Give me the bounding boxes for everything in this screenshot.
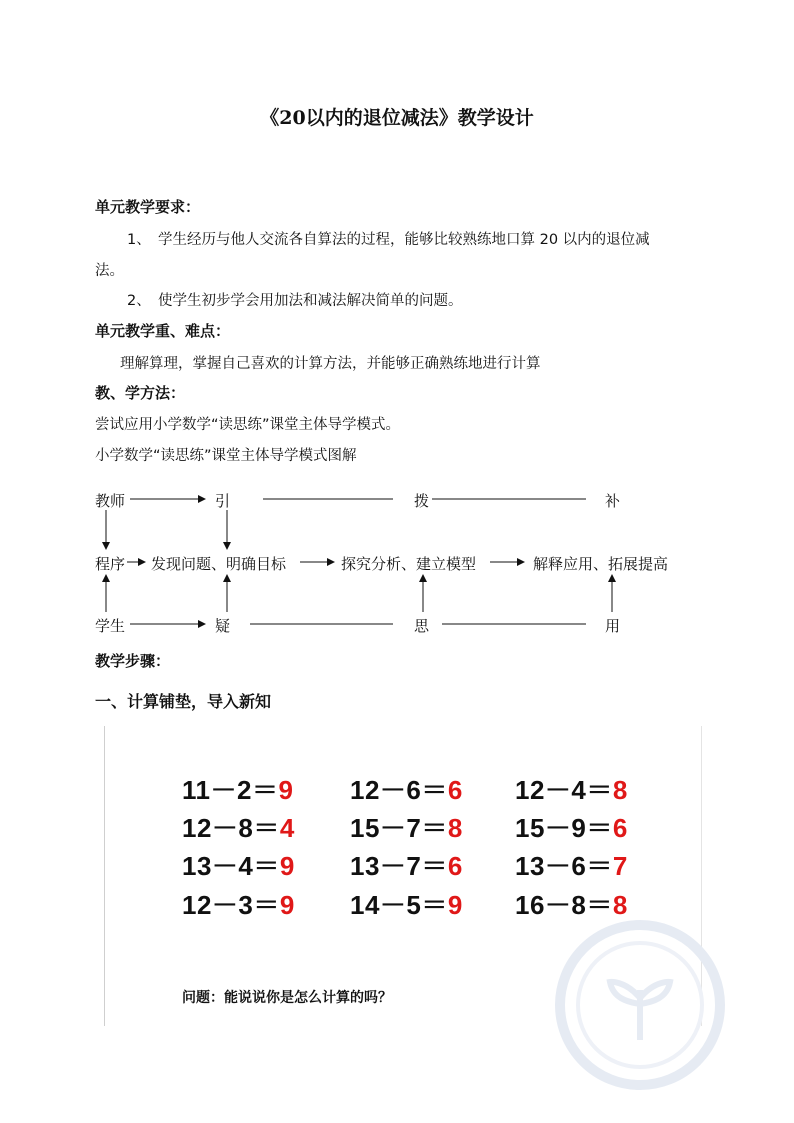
requirement-1-number: 1、 [127,232,151,248]
requirement-1-text-cont: 法。 [95,263,124,279]
diagram-teacher: 教师 [95,492,126,510]
question-text: 问题：能说说你是怎么计算的吗？ [182,990,392,1006]
requirement-2-number: 2、 [127,293,151,309]
diagram-stage-1: 发现问题、明确目标 [151,555,287,573]
diagram-yin: 引 [215,492,231,510]
diagram-si: 思 [414,617,430,635]
equation-2: 12－6＝6 [350,775,463,805]
equation-10: 12－3＝9 [182,890,295,920]
diagram-bu: 补 [605,492,621,510]
equation-5: 15－7＝8 [350,813,463,843]
equation-8: 13－7＝6 [350,851,463,881]
method-text-1: 尝试应用小学数学“读思练”课堂主体导学模式。 [95,417,401,433]
key-points-heading: 单元教学重、难点： [95,322,231,340]
key-points-text: 理解算理，掌握自己喜欢的计算方法，并能够正确熟练地进行计算 [120,356,541,372]
requirement-1-text: 学生经历与他人交流各自算法的过程，能够比较熟练地口算 20 以内的退位减 [158,232,650,248]
equation-1: 11－2＝9 [182,775,294,805]
diagram-program: 程序 [95,555,126,573]
method-text-2: 小学数学“读思练”课堂主体导学模式图解 [95,448,357,464]
document-title: 《20以内的退位减法》教学设计 [260,107,534,129]
equation-7: 13－4＝9 [182,851,295,881]
requirements-heading: 单元教学要求： [95,198,201,216]
steps-heading: 教学步骤： [95,652,171,670]
method-heading: 教、学方法： [95,384,186,402]
equation-11: 14－5＝9 [350,890,463,920]
diagram-bo: 拨 [414,492,430,510]
watermark-logo [555,920,725,1090]
diagram-stage-2: 探究分析、建立模型 [341,555,477,573]
diagram-stage-3: 解释应用、拓展提高 [533,555,669,573]
diagram-yong: 用 [605,617,621,635]
equation-3: 12－4＝8 [515,775,628,805]
equation-9: 13－6＝7 [515,851,628,881]
requirement-2-text: 使学生初步学会用加法和减法解决简单的问题。 [158,293,463,309]
diagram-student: 学生 [95,617,126,635]
step-1-heading: 一、计算铺垫，导入新知 [95,692,272,711]
equation-6: 15－9＝6 [515,813,628,843]
equation-4: 12－8＝4 [182,813,295,843]
diagram-yi: 疑 [215,617,231,635]
equation-12: 16－8＝8 [515,890,628,920]
